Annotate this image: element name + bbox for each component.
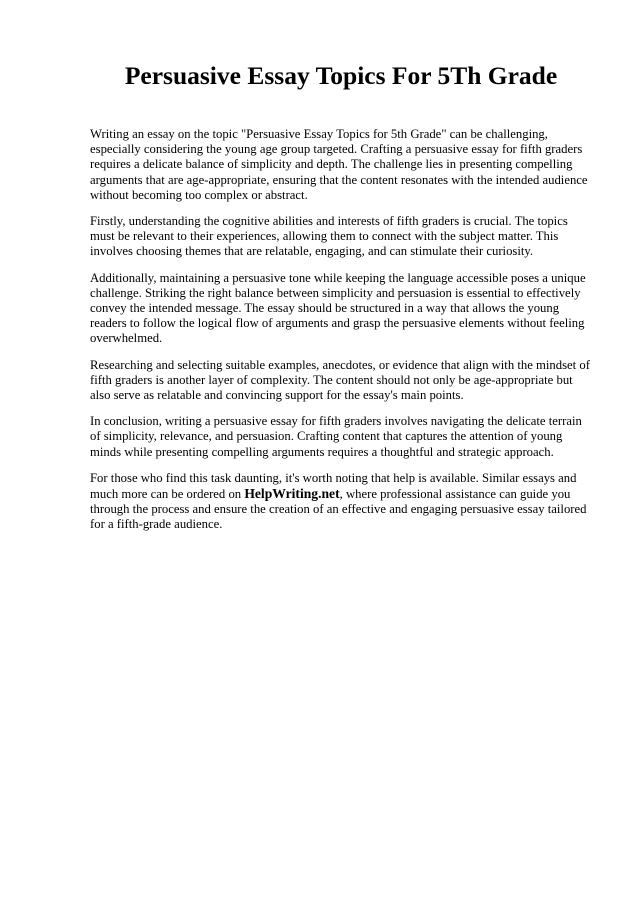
document-page bbox=[90, 60, 592, 544]
help-text-after-link: , where professional assistance can guide you through the process and ensure the creation of an effective and engaging persuasive essay tailored for a fifth-grade audience. bbox=[90, 487, 587, 532]
paragraph-additionally: Additionally, maintaining a persuasive tone while keeping the language accessible poses a unique challenge. Striking the right balance between simplicity and persuasion is essential to effectively convey the intended message. The essay should be structured in a way that allows the young readers to follow the logical flow of arguments and grasp the persuasive elements without feeling overwhelmed. bbox=[90, 270, 586, 346]
help-text-before-link: For those who find this task daunting, it's worth noting that help is available. Similar essays and much more can be ordered on bbox=[90, 470, 577, 502]
helpwriting-link[interactable]: HelpWriting.net bbox=[244, 486, 340, 502]
paragraph-researching: Researching and selecting suitable examples, anecdotes, or evidence that align with the mindset of fifth graders is another layer of complexity. The content should not only be age-appropriate but also serve as relatable and convincing support for the essay's main points. bbox=[90, 357, 590, 403]
paragraph-firstly: Firstly, understanding the cognitive abilities and interests of fifth graders is crucial. The topics must be relevant to their experiences, allowing them to connect with the subject matter. This involves choosing themes that are relatable, engaging, and can stimulate their curiosity. bbox=[90, 214, 568, 259]
paragraph-conclusion: In conclusion, writing a persuasive essay for fifth graders involves navigating the delicate terrain of simplicity, relevance, and persuasion. Crafting content that captures the attention of young minds while presenting compelling arguments requires a thoughtful and strategic approach. bbox=[90, 414, 582, 459]
paragraph-help bbox=[90, 471, 592, 533]
paragraph-intro: Writing an essay on the topic "Persuasive Essay Topics for 5th Grade" can be challenging, especially considering the young age group targeted. Crafting a persuasive essay for fifth graders requires a delicate balance of simplicity and depth. The challenge lies in presenting compelling arguments that are age-appropriate, ensuring that the content resonates with the intended audience without becoming too complex or abstract. bbox=[90, 127, 588, 202]
document-title: Persuasive Essay Topics For 5Th Grade bbox=[124, 61, 558, 90]
